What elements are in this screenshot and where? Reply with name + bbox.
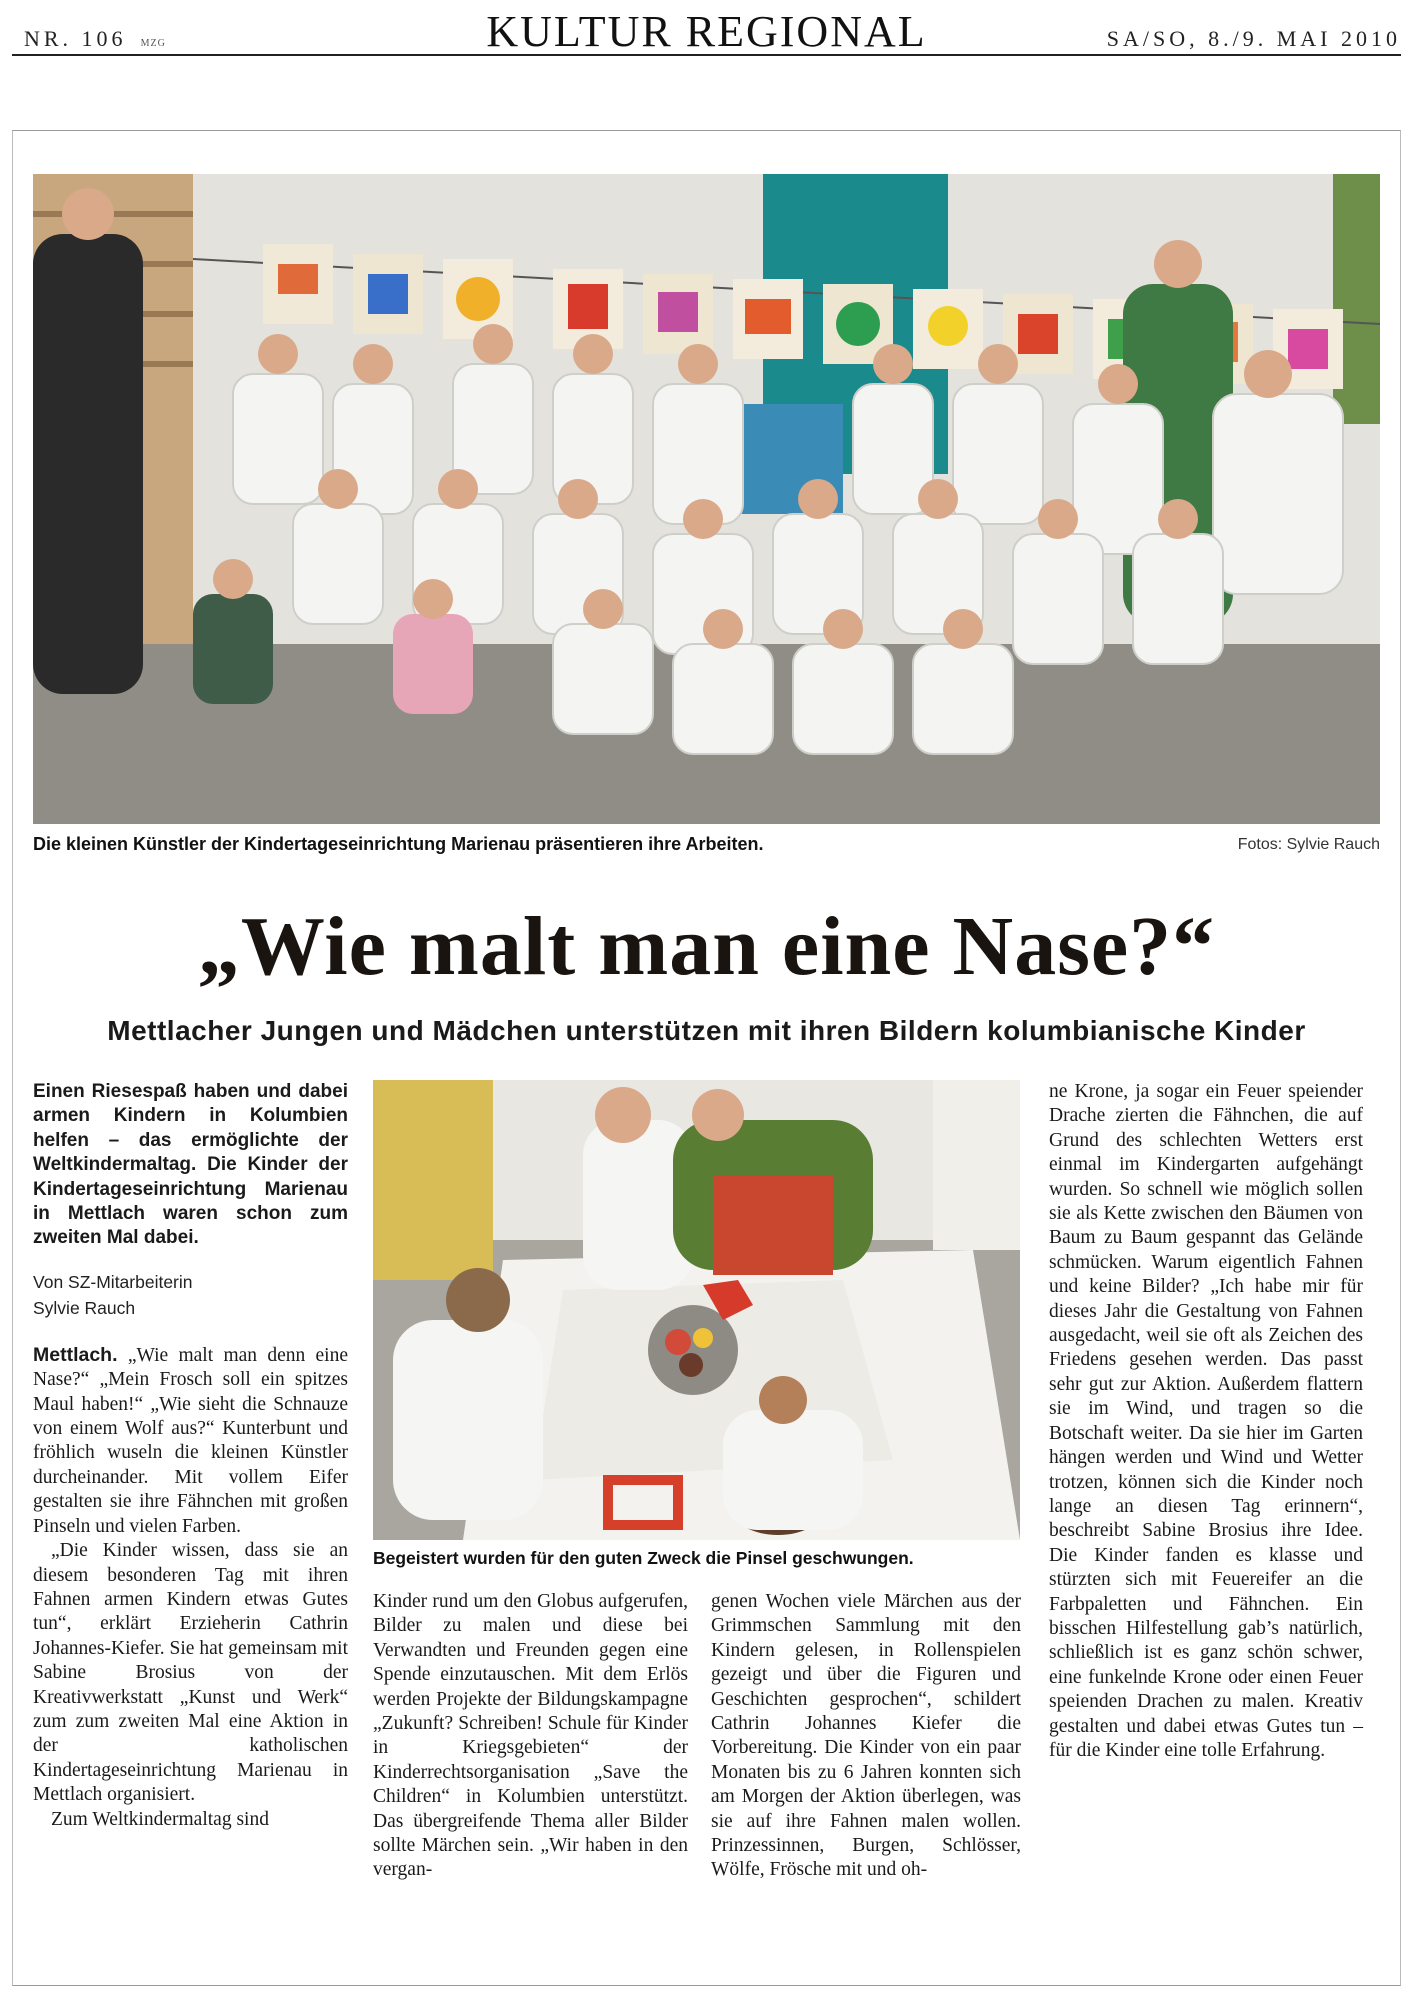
body-paragraph: genen Wochen viele Märchen aus der Grimmschen Sammlung mit den Kindern gelesen, in Rollenspielen gezeigt und über die Figuren und Geschichten gesprochen“, schildert Cathrin Johannes Kiefer die Vorbereitung. Die Kinder von ein paar Monaten bis zu 6 Jahren konnten sich am Morgen der Aktion überlegen, was sie auf ihre Fahnen malen wollen. Prinzessinnen, Burgen, Schlösser, Wölfe, Frösche mit und oh-	[711, 1591, 1021, 1881]
body-paragraph: „Die Kinder wissen, dass sie an diesem besonderen Tag mit ihren Fahnen armen Kindern etwas Gutes tun“, erklärt Erzieherin Cathrin Johannes-Kiefer. Sie hat gemeinsam mit Sabine Brosius von der Kreativwerkstatt „Kunst und Werk“ zum zum zweiten Mal eine Aktion in der katholischen Kindertageseinrichtung Marienau in Mettlach organisiert.	[33, 1540, 348, 1806]
group-photo	[33, 174, 1380, 824]
photo-credit: Fotos: Sylvie Rauch	[1237, 836, 1380, 853]
byline-author: Sylvie Rauch	[33, 1297, 136, 1318]
painting-photo	[373, 1080, 1020, 1540]
column-3	[711, 1590, 1021, 1883]
issue-date: SA/SO, 8./9. MAI 2010	[1106, 26, 1401, 51]
lead-paragraph: Einen Riesespaß haben und dabei armen Kindern in Kolumbien helfen – das ermöglichte der Weltkindermaltag. Die Kinder der Kindertageseinrichtung Marienau in Mettlach waren schon zum zweiten Mal dabei.	[33, 1081, 348, 1249]
body-paragraph	[33, 1343, 348, 1539]
edition-code: MZG	[140, 38, 166, 49]
column-4	[1049, 1080, 1363, 1763]
column-1	[33, 1080, 348, 1832]
body-paragraph: Zum Weltkindermaltag sind	[51, 1808, 269, 1830]
section-title: KULTUR REGIONAL	[486, 7, 927, 56]
body-text: „Wie malt man denn eine Nase?“ „Mein Frosch soll ein spitzes Maul haben!“ „Wie sieht die Schnauze von einem Wolf aus?“ Kunterbunt und fröhlich wuseln die kleinen Künstler durcheinander. Mit vollem Eifer gestalten sie ihre Fähnchen mit großen Pinseln und vielen Farben.	[33, 1344, 349, 1537]
byline-role: Von SZ-Mitarbeiterin	[33, 1271, 193, 1292]
column-2	[373, 1590, 688, 1883]
painting-photo-illustration	[373, 1080, 1020, 1540]
byline	[33, 1269, 348, 1321]
dateline: Mettlach.	[33, 1343, 118, 1366]
group-photo-illustration	[33, 174, 1380, 824]
top-photo-caption: Die kleinen Künstler der Kindertageseinrichtung Marienau präsentieren ihre Arbeiten.	[33, 834, 764, 854]
body-paragraph: ne Krone, ja sogar ein Feuer speiender Drache zierten die Fähnchen, die auf Grund des schlechten Wetters erst einmal im Kindergarten aufgehängt wurden. So schnell wie möglich sollen sie als Kette zwischen den Bäumen von Baum zu Baum gespannt das Gelände schmücken. Warum eigentlich Fahnen und keine Bilder? „Ich habe mir für dieses Jahr die Gestaltung von Fahnen ausgedacht, weil sie oft als Zeichen des Friedens gesehen werden. Das passt sehr gut zur Aktion. Außerdem flattern sie im Wind, und tragen so die Botschaft weiter. Da sie hier im Garten hängen werden und Wind und Wetter trotzen, können sich die Kinder noch lange an diesen Tag erinnern“, beschreibt Sabine Brosius ihre Idee. Die Kinder fanden es klasse und stürzten sich mit Feuereifer an die Farbpaletten und Fähnchen. Ein bisschen Hilfestellung gab’s natürlich, schließlich ist es ganz schön schwer, eine funkelnde Krone oder einen Feuer speienden Drachen zu malen. Kreativ gestalten und dabei etwas Gutes tun – für die Kinder eine tolle Erfahrung.	[1049, 1081, 1363, 1761]
subheadline: Mettlacher Jungen und Mädchen unterstützen mit ihren Bildern kolumbianische Kinder	[107, 1015, 1306, 1046]
issue-number: NR. 106 MZG	[24, 26, 166, 51]
headline: „Wie malt man eine Nase?“	[197, 900, 1216, 993]
inline-photo-caption: Begeistert wurden für den guten Zweck die Pinsel geschwungen.	[373, 1548, 914, 1568]
body-paragraph: Kinder rund um den Globus aufgerufen, Bilder zu malen und diese bei Verwandten und Freunden gegen eine Spende einzutauschen. Mit dem Erlös werden Projekte der Bildungskampagne „Zukunft? Schreiben! Schule für Kinder in Kriegsgebieten“ der Kinderrechtsorganisation „Save the Children“ in Kolumbien unterstützt. Das übergreifende Thema aller Bilder sollte Märchen sein. „Wir haben in den vergan-	[373, 1591, 688, 1881]
masthead-rule	[12, 54, 1401, 56]
